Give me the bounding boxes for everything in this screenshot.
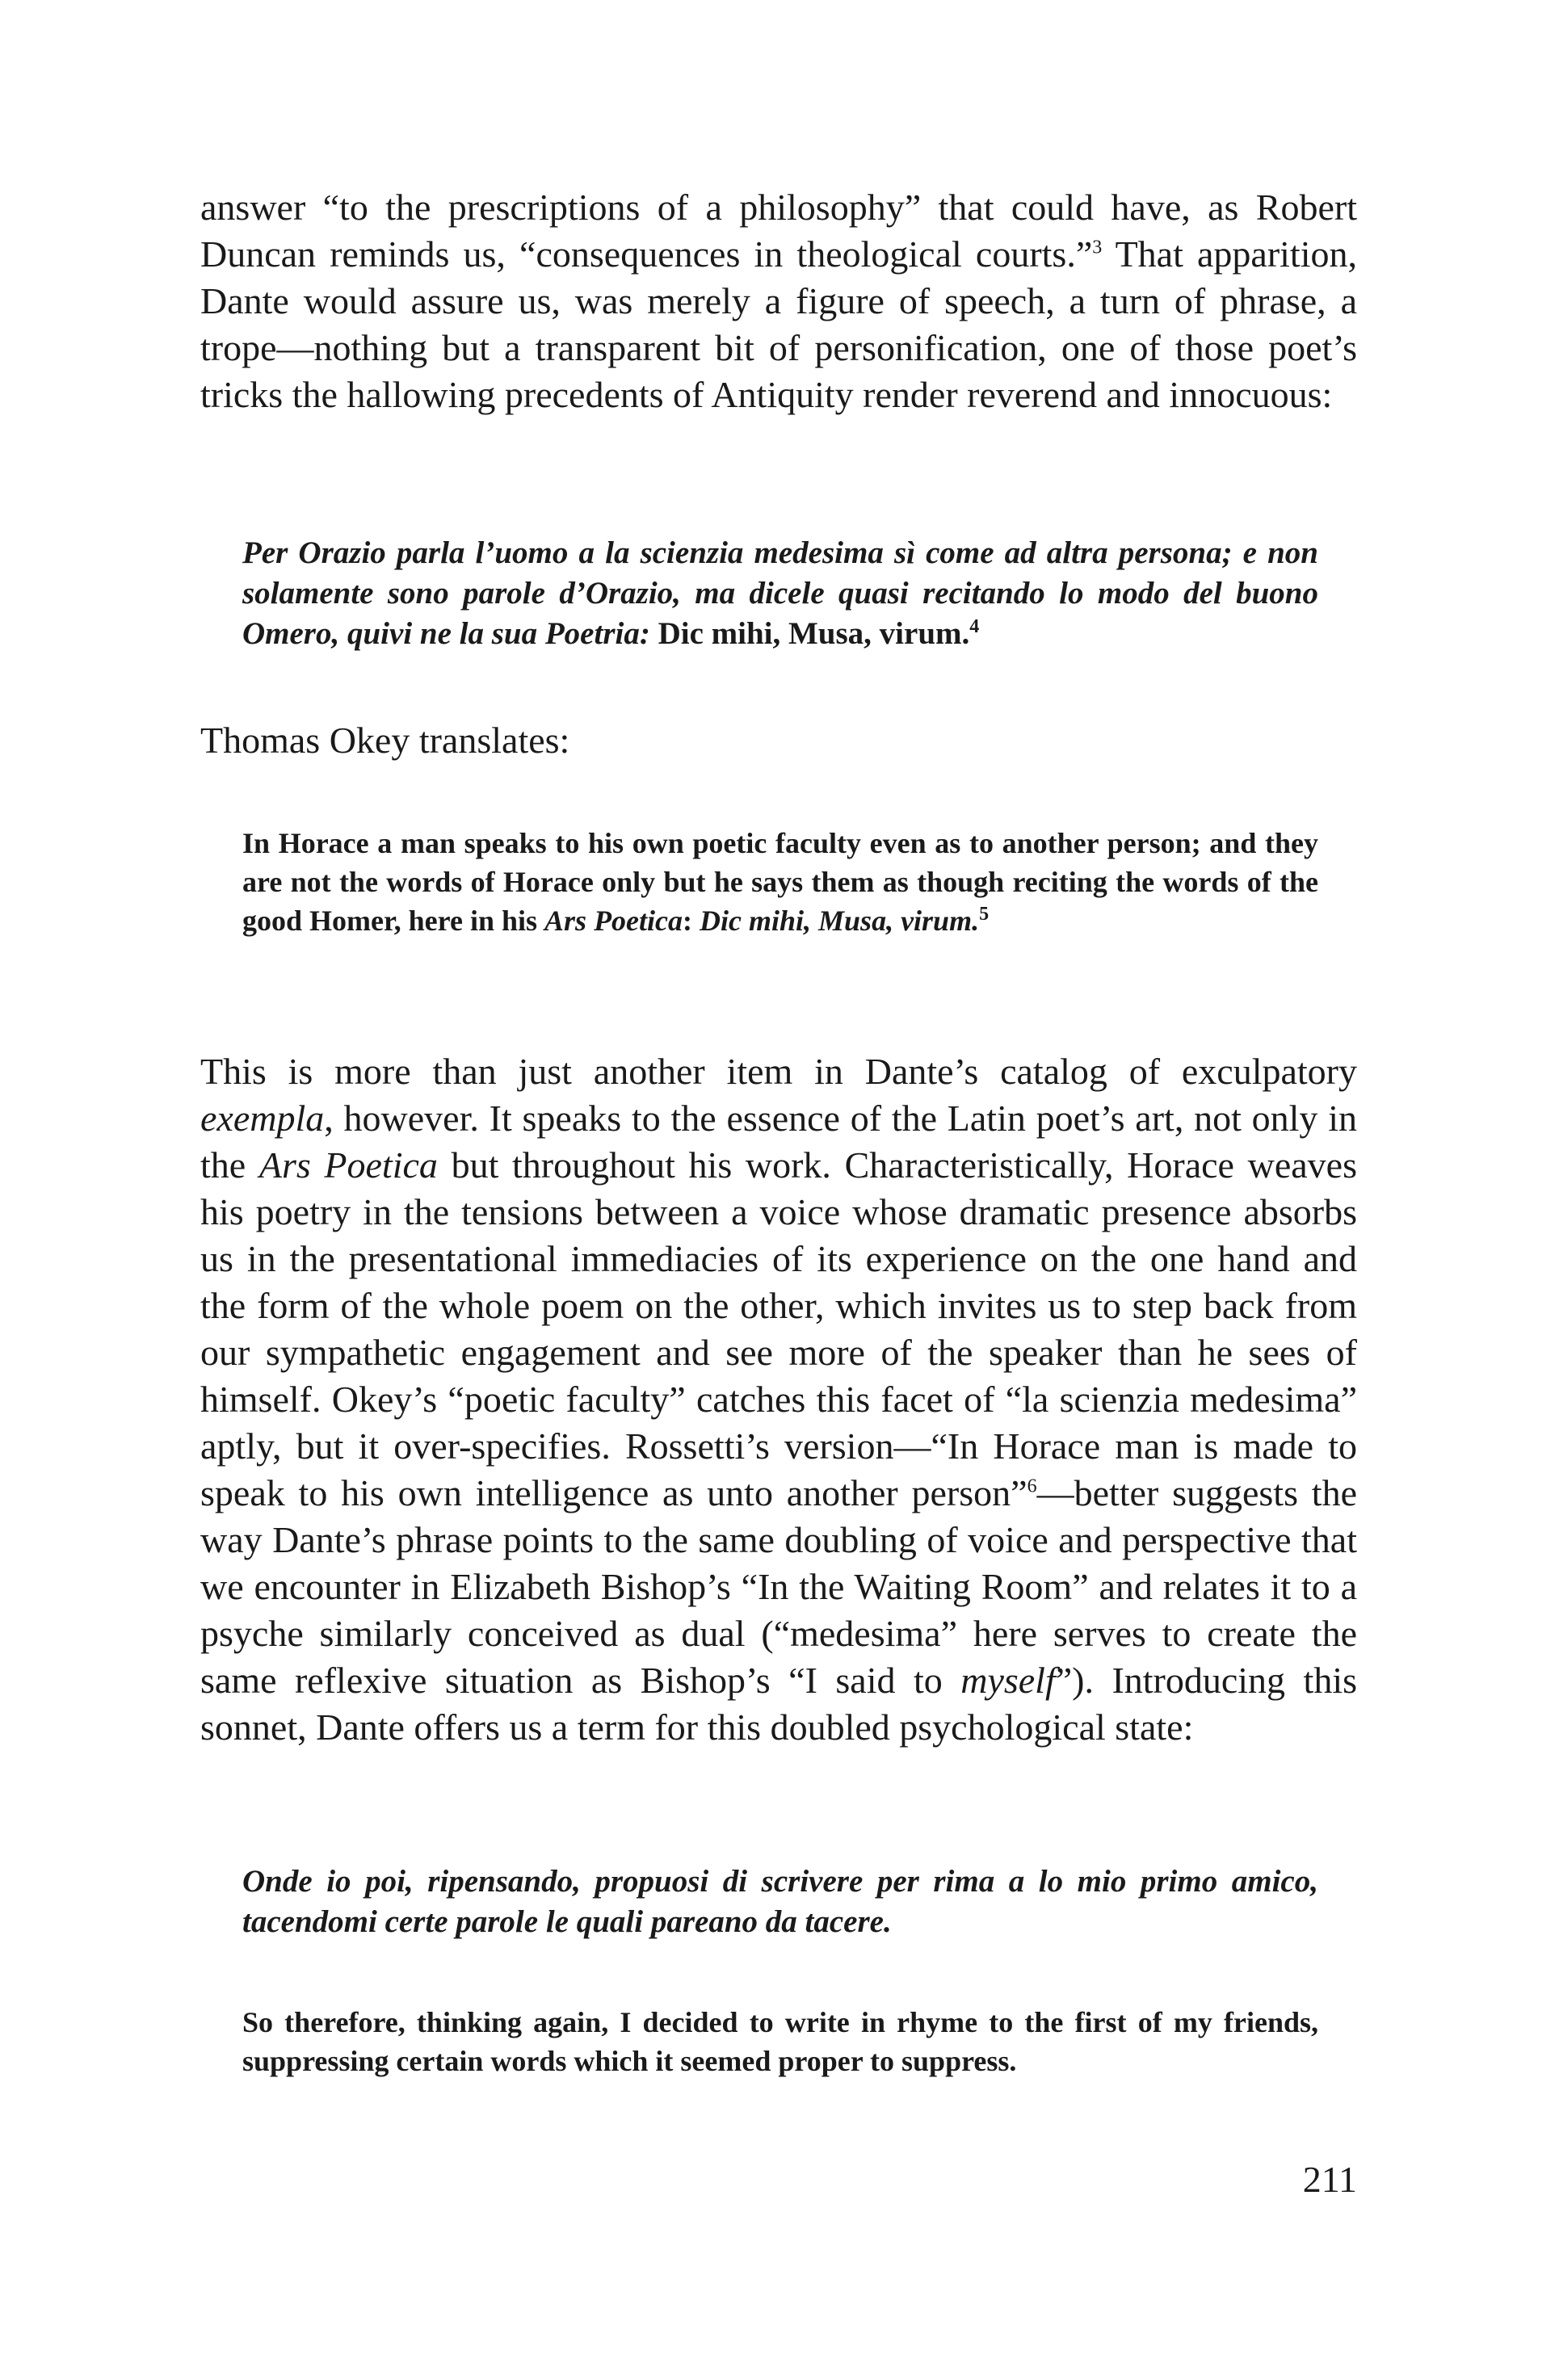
- paragraph-3-part-e: ”). Introducing this sonnet, Dante offers us a term for this doubled psychological state:: [200, 1660, 1358, 1748]
- footnote-ref-5: 5: [979, 904, 990, 925]
- footnote-ref-6: 6: [1027, 1475, 1037, 1497]
- ars-poetica-title: Ars Poetica: [544, 905, 683, 937]
- quote-1-english-latin: Dic mihi, Musa, virum.: [700, 905, 980, 937]
- paragraph-3-part-a: This is more than just another item in Dante’s catalog of exculpatory: [200, 1051, 1357, 1092]
- opening-paragraph: [200, 184, 1357, 418]
- paragraph-3-part-c: but throughout his work. Characteristically, Horace weaves his poetry in the tensions between a voice whose dramatic presence absorbs us in the presentational immediacies of its experience on the one hand and the form of the whole poem on the other, which invites us to step back from our sympathetic engagement and see more of the speaker than he sees of himself. Okey’s “poetic faculty” catches this facet of “la scienzia medesima” aptly, but it over-specifies. Rossetti’s version—“In Horace man is made to speak to his own intelligence as unto another person”: [200, 1144, 1357, 1513]
- ars-poetica-term: Ars Poetica: [258, 1144, 438, 1186]
- footnote-ref-4: 4: [969, 616, 980, 637]
- paragraph-3-part-d: —better suggests the way Dante’s phrase points to the same doubling of voice and perspective that we encounter in Elizabeth Bishop’s “In the Waiting Room” and relates it to a psyche similarly conceived as dual (“medesima” here serves to create the same reflexive situation as Bishop’s “I said to: [200, 1472, 1357, 1701]
- italian-quotation-convivio: [242, 533, 1318, 654]
- quote-1-latin-phrase: Dic mihi, Musa, virum.: [658, 616, 970, 651]
- italian-quotation-vita-nuova: Onde io poi, ripensando, propuosi di scrivere per rima a lo mio primo amico, tacendomi certe parole le quali pareano da tacere.: [242, 1864, 1318, 1939]
- myself-term: myself: [960, 1660, 1056, 1701]
- page-number: 211: [1302, 2159, 1357, 2200]
- main-paragraph: [200, 1048, 1357, 1751]
- paragraph-1-text: answer “to the prescriptions of a philosophy” that could have, as Robert Duncan reminds us, “consequences in theological courts.”: [200, 187, 1357, 275]
- paragraph-3-part-b: , however. It speaks to the essence of the Latin poet’s art, not only in the: [200, 1098, 1357, 1186]
- footnote-ref-3: 3: [1092, 237, 1103, 258]
- english-translation-okey: [242, 824, 1318, 940]
- paragraph-1-rest: That apparition, Dante would assure us, was merely a figure of speech, a turn of phrase, a trope—nothing but a transparent bit of personification, one of those poet’s tricks the hallowing precedents of Antiquity render reverend and innocuous:: [200, 233, 1357, 415]
- english-translation-vita-nuova: So therefore, thinking again, I decided to write in rhyme to the first of my friends, suppressing certain words which it seemed proper to suppress.: [242, 2006, 1318, 2077]
- quote-1-italian-text: Per Orazio parla l’uomo a la scienzia medesima sì come ad altra persona; e non solamente sono parole d’Orazio, ma dicele quasi recitando lo modo del buono Omero, quivi ne la sua Poetria:: [242, 535, 1318, 651]
- quote-1-english-colon: :: [683, 905, 700, 937]
- exempla-term: exempla: [200, 1098, 325, 1139]
- quote-1-english-text: In Horace a man speaks to his own poetic faculty even as to another person; and they are not the words of Horace only but he says them as though reciting the words of the good Homer, here in his: [242, 827, 1318, 937]
- translator-intro: Thomas Okey translates:: [200, 720, 570, 761]
